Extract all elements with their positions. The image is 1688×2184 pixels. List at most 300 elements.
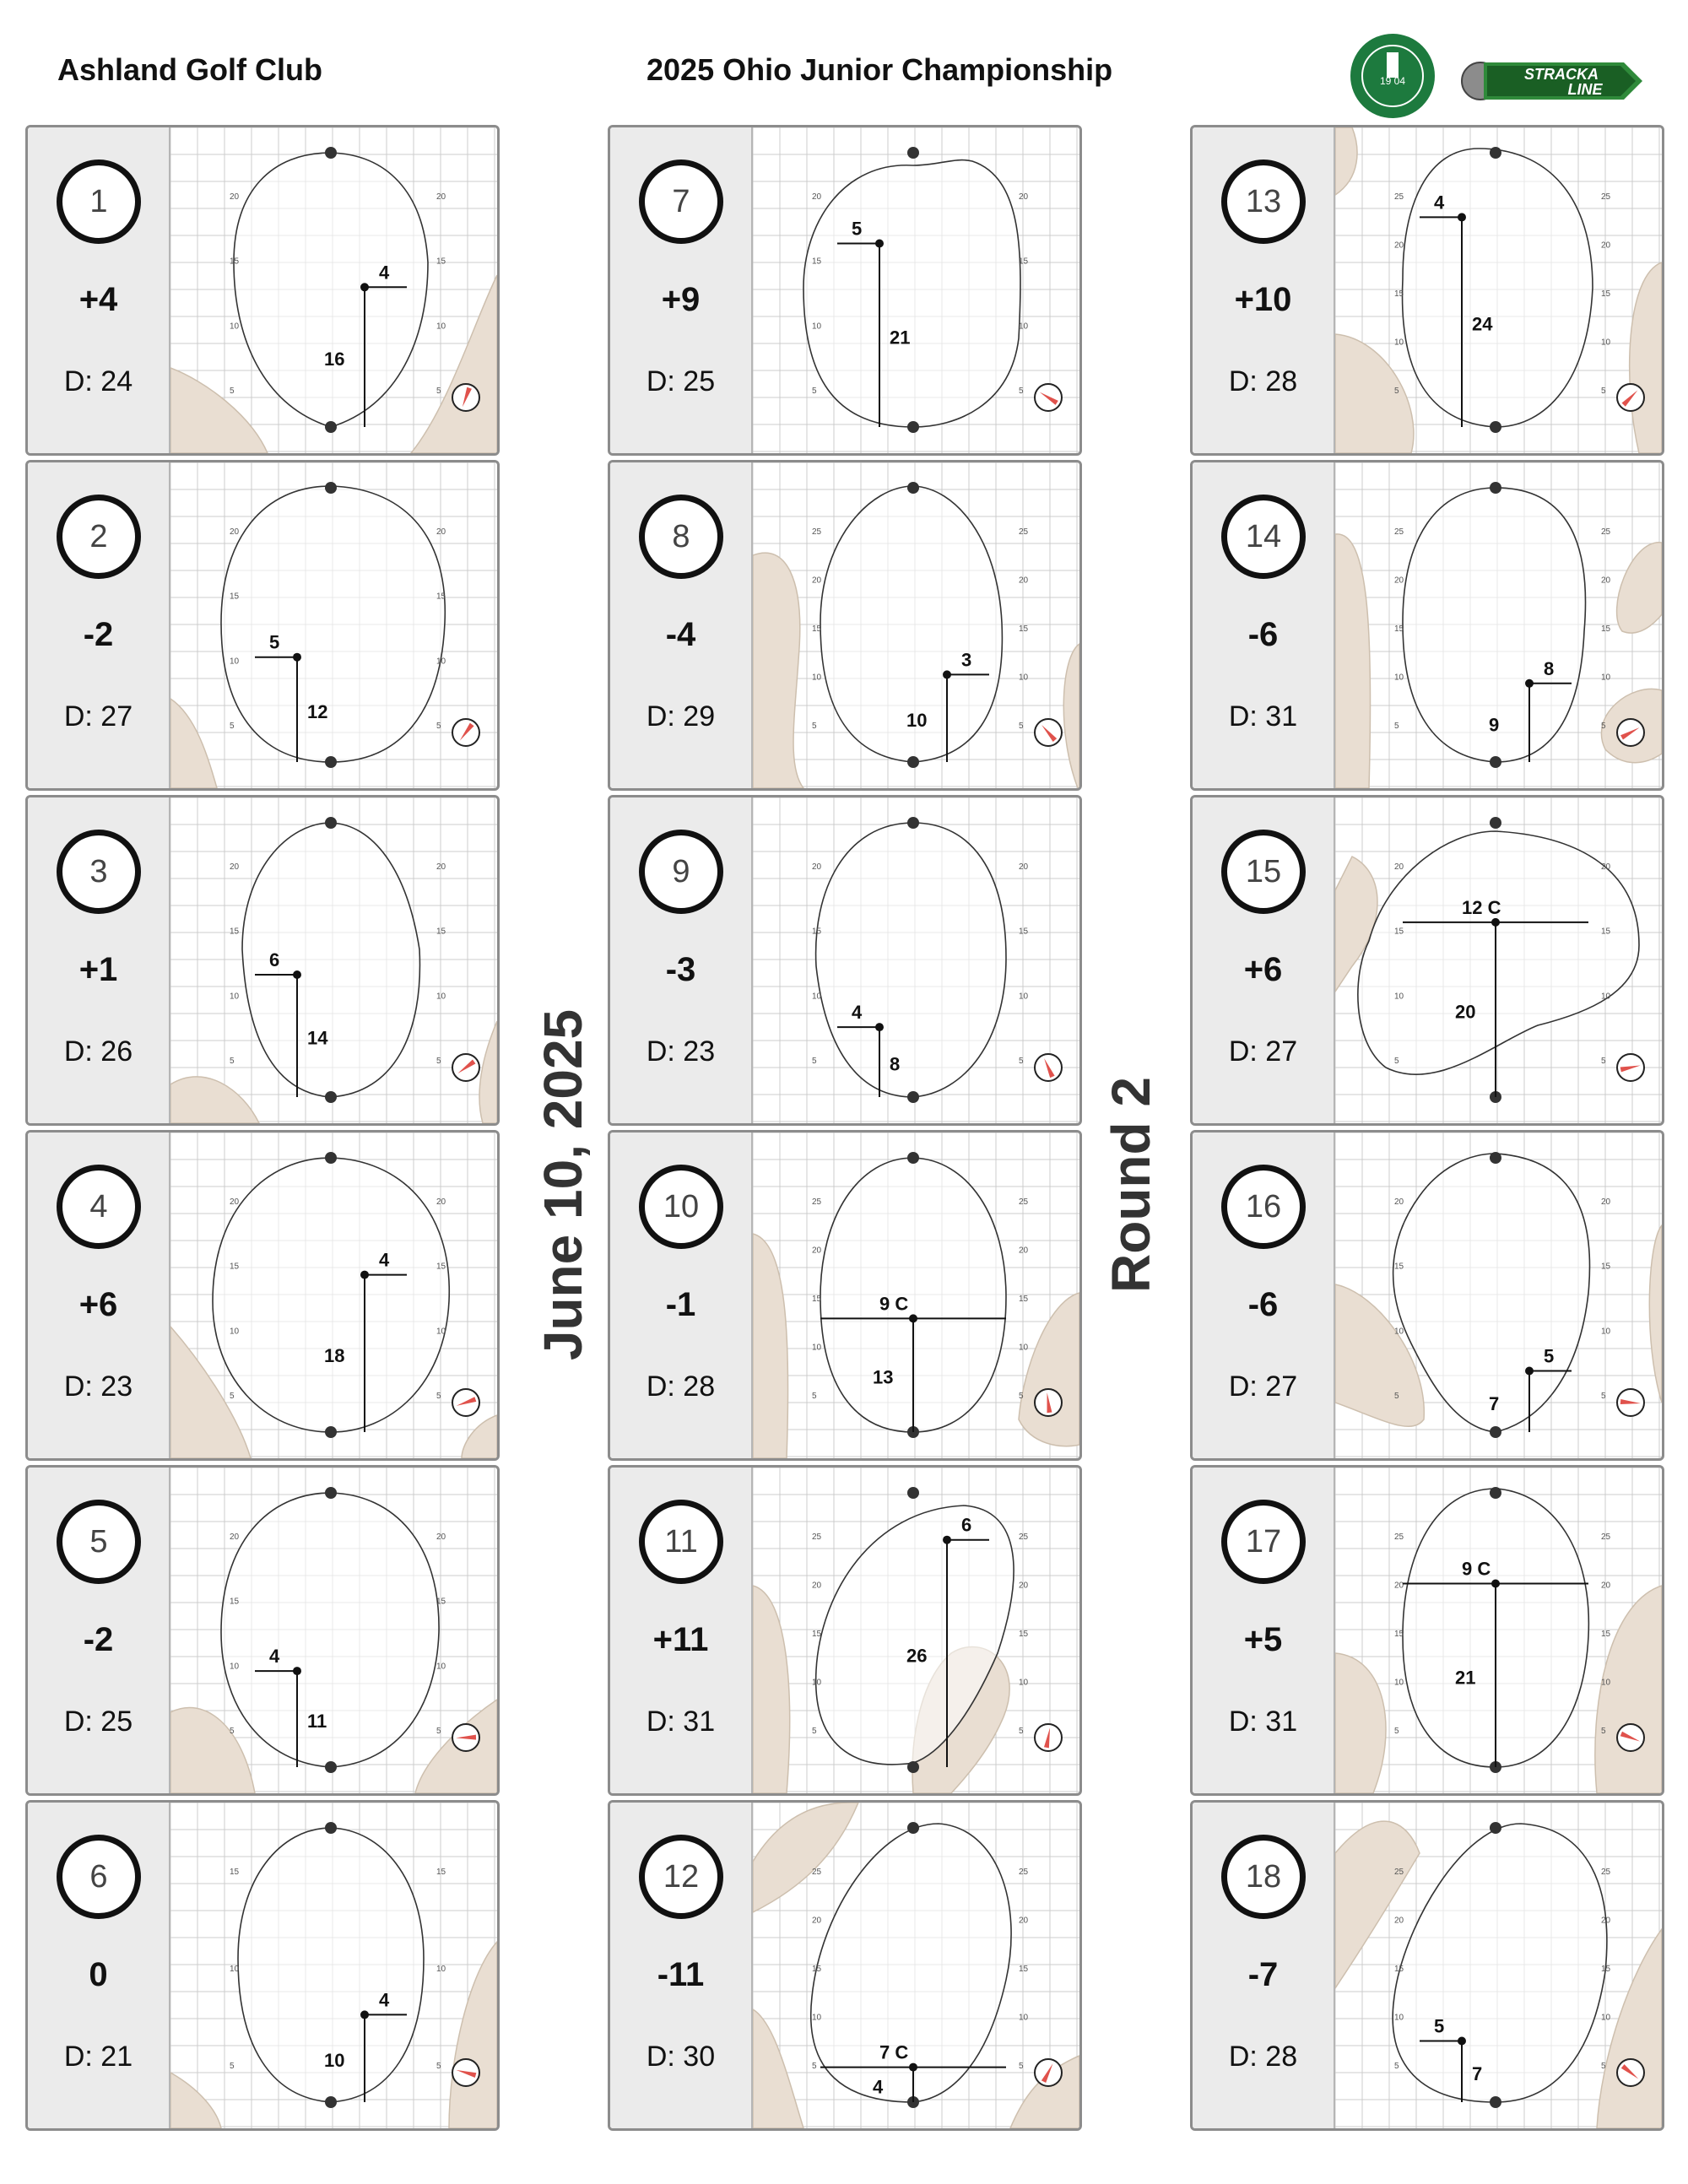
green-front-marker bbox=[907, 1761, 919, 1773]
yardage-tick-label: 20 bbox=[230, 527, 240, 537]
yardage-tick-label: 5 bbox=[436, 2062, 441, 2071]
green-back-marker bbox=[325, 482, 337, 494]
green-back-marker bbox=[1490, 1487, 1501, 1499]
yardage-tick-label: 10 bbox=[812, 673, 822, 683]
yardage-tick-label: 5 bbox=[1601, 722, 1606, 731]
green-front-marker bbox=[325, 1761, 337, 1773]
round-label: Round 2 bbox=[1101, 1077, 1161, 1293]
yardage-tick-label: 10 bbox=[812, 322, 822, 332]
bunker-hazard bbox=[170, 699, 217, 788]
green-map bbox=[753, 1803, 1079, 2128]
green-outline bbox=[1393, 1824, 1607, 2102]
yardage-tick-label: 15 bbox=[1019, 1630, 1029, 1639]
pin-side-distance-label: 4 bbox=[852, 1002, 863, 1024]
yardage-tick-label: 25 bbox=[1019, 1197, 1029, 1207]
yardage-tick-label: 20 bbox=[1394, 862, 1404, 872]
green-front-marker bbox=[1490, 1426, 1501, 1438]
green-front-marker bbox=[907, 1091, 919, 1103]
bunker-hazard bbox=[170, 2073, 221, 2128]
yardage-tick-label: 5 bbox=[1601, 2062, 1606, 2071]
pin-side-distance-label: 4 bbox=[1434, 192, 1445, 214]
green-front-marker bbox=[1490, 756, 1501, 768]
yardage-tick-label: 15 bbox=[812, 1965, 822, 1974]
hole-info-panel bbox=[1193, 462, 1335, 788]
hole-info-panel bbox=[1193, 1803, 1335, 2128]
pin-position-value: +10 bbox=[1234, 281, 1292, 318]
hole-info-panel bbox=[610, 1803, 753, 2128]
pin-location-marker bbox=[360, 283, 369, 291]
pin-side-distance-label: 9 C bbox=[1462, 1558, 1491, 1580]
yardage-tick-label: 5 bbox=[1019, 2062, 1024, 2071]
green-outline bbox=[816, 823, 1006, 1097]
green-back-marker bbox=[1490, 147, 1501, 159]
bunker-hazard bbox=[753, 1586, 790, 1793]
bunker-hazard bbox=[1617, 543, 1662, 633]
yardage-tick-label: 5 bbox=[230, 1057, 235, 1066]
yardage-tick-label: 15 bbox=[1601, 1262, 1611, 1272]
date-label: June 10, 2025 bbox=[533, 1008, 593, 1361]
yardage-tick-label: 10 bbox=[1019, 322, 1029, 332]
svg-text:STRACKA: STRACKA bbox=[1524, 66, 1599, 83]
yardage-tick-label: 5 bbox=[812, 1392, 817, 1401]
yardage-tick-label: 20 bbox=[1601, 576, 1611, 586]
yardage-tick-label: 5 bbox=[1019, 387, 1024, 396]
yardage-tick-label: 20 bbox=[1601, 1197, 1611, 1207]
pin-side-distance-label: 5 bbox=[1434, 2015, 1445, 2037]
compass-icon bbox=[1617, 1054, 1644, 1081]
yardage-tick-label: 15 bbox=[1394, 624, 1404, 634]
yardage-tick-label: 25 bbox=[1394, 192, 1404, 202]
green-map bbox=[753, 462, 1079, 788]
hole-info-panel bbox=[28, 462, 170, 788]
green-front-marker bbox=[1490, 2096, 1501, 2108]
yardage-tick-label: 10 bbox=[1394, 992, 1404, 1002]
hole-card-10 bbox=[608, 1130, 1082, 1461]
yardage-tick-label: 25 bbox=[812, 1868, 822, 1877]
green-depth-value: D: 29 bbox=[646, 700, 716, 733]
bunker-hazard bbox=[1335, 534, 1371, 788]
yardage-tick-label: 20 bbox=[812, 1581, 822, 1591]
green-outline bbox=[803, 160, 1020, 427]
yardage-tick-label: 20 bbox=[230, 192, 240, 202]
pin-depth-distance-label: 10 bbox=[324, 2050, 345, 2072]
green-outline bbox=[221, 486, 445, 762]
yardage-tick-label: 20 bbox=[1601, 1916, 1611, 1926]
yardage-tick-label: 5 bbox=[436, 387, 441, 396]
yardage-tick-label: 20 bbox=[1394, 1916, 1404, 1926]
bunker-hazard bbox=[170, 368, 268, 453]
yardage-tick-label: 15 bbox=[812, 1295, 822, 1304]
green-depth-value: D: 28 bbox=[1228, 365, 1298, 397]
green-map bbox=[170, 1468, 497, 1793]
yardage-tick-label: 5 bbox=[812, 2062, 817, 2071]
hole-card-7 bbox=[608, 125, 1082, 456]
yardage-tick-label: 10 bbox=[436, 322, 446, 332]
green-depth-value: D: 27 bbox=[63, 700, 133, 733]
hole-card-12 bbox=[608, 1800, 1082, 2131]
yardage-tick-label: 15 bbox=[230, 257, 240, 267]
pin-position-value: -6 bbox=[1247, 616, 1279, 653]
pin-position-value: -11 bbox=[657, 1956, 705, 1993]
yardage-tick-label: 5 bbox=[812, 1727, 817, 1736]
green-depth-value: D: 21 bbox=[63, 2041, 133, 2073]
bunker-hazard bbox=[449, 1942, 497, 2128]
green-map bbox=[1335, 1803, 1662, 2128]
yardage-tick-label: 25 bbox=[1394, 527, 1404, 537]
bunker-hazard bbox=[170, 1707, 255, 1793]
yardage-tick-label: 25 bbox=[1019, 1533, 1029, 1542]
compass-icon bbox=[452, 1054, 479, 1081]
yardage-tick-label: 15 bbox=[1601, 927, 1611, 937]
green-front-marker bbox=[325, 1426, 337, 1438]
yardage-tick-label: 25 bbox=[1394, 1533, 1404, 1542]
hole-card-13 bbox=[1190, 125, 1664, 456]
hole-info-panel bbox=[1193, 1468, 1335, 1793]
yardage-tick-label: 5 bbox=[1019, 1057, 1024, 1066]
pin-side-distance-label: 6 bbox=[961, 1514, 972, 1536]
pin-side-distance-label: 4 bbox=[379, 1989, 390, 2011]
hole-card-3 bbox=[25, 795, 500, 1126]
green-map bbox=[753, 127, 1079, 453]
yardage-tick-label: 20 bbox=[436, 862, 446, 872]
hole-info-panel bbox=[28, 1803, 170, 2128]
yardage-tick-label: 10 bbox=[230, 1327, 240, 1337]
hole-number-badge: 4 bbox=[57, 1165, 141, 1249]
pin-location-marker bbox=[293, 653, 301, 662]
yardage-tick-label: 20 bbox=[230, 1533, 240, 1542]
hole-card-9 bbox=[608, 795, 1082, 1126]
yardage-tick-label: 10 bbox=[1601, 673, 1611, 683]
pin-side-distance-label: 7 C bbox=[879, 2041, 909, 2063]
yardage-tick-label: 15 bbox=[436, 1868, 446, 1877]
green-outline bbox=[221, 1493, 439, 1767]
hole-card-11 bbox=[608, 1465, 1082, 1796]
hole-card-6 bbox=[25, 1800, 500, 2131]
yardage-tick-label: 20 bbox=[1019, 192, 1029, 202]
hole-card-2 bbox=[25, 460, 500, 791]
hole-card-14 bbox=[1190, 460, 1664, 791]
yardage-tick-label: 10 bbox=[1394, 2013, 1404, 2023]
green-back-marker bbox=[907, 1822, 919, 1834]
yardage-tick-label: 20 bbox=[436, 192, 446, 202]
yardage-tick-label: 5 bbox=[1394, 722, 1399, 731]
green-back-marker bbox=[325, 1822, 337, 1834]
compass-icon bbox=[1035, 1724, 1062, 1751]
pin-position-value: -4 bbox=[665, 616, 696, 653]
yardage-tick-label: 10 bbox=[1601, 992, 1611, 1002]
yardage-tick-label: 5 bbox=[230, 387, 235, 396]
yardage-tick-label: 5 bbox=[230, 2062, 235, 2071]
yardage-tick-label: 5 bbox=[230, 722, 235, 731]
compass-icon bbox=[1617, 2059, 1644, 2086]
yardage-tick-label: 5 bbox=[230, 1392, 235, 1401]
green-front-marker bbox=[325, 1091, 337, 1103]
compass-icon bbox=[452, 1724, 479, 1751]
yardage-tick-label: 15 bbox=[812, 624, 822, 634]
green-depth-value: D: 30 bbox=[646, 2041, 716, 2073]
hole-info-panel bbox=[1193, 1133, 1335, 1458]
yardage-tick-label: 20 bbox=[1019, 1581, 1029, 1591]
yardage-tick-label: 15 bbox=[812, 927, 822, 937]
green-front-marker bbox=[325, 2096, 337, 2108]
pin-location-marker bbox=[1491, 918, 1500, 927]
green-back-marker bbox=[907, 482, 919, 494]
yardage-tick-label: 20 bbox=[1394, 576, 1404, 586]
green-depth-value: D: 28 bbox=[646, 1370, 716, 1403]
hole-info-panel bbox=[1193, 797, 1335, 1123]
pin-location-marker bbox=[909, 2063, 917, 2072]
green-depth-value: D: 24 bbox=[63, 365, 133, 397]
pin-side-distance-label: 5 bbox=[1544, 1345, 1555, 1367]
green-back-marker bbox=[907, 147, 919, 159]
pin-position-value: +6 bbox=[78, 1286, 118, 1323]
yardage-tick-label: 5 bbox=[1394, 1057, 1399, 1066]
pin-depth-distance-label: 11 bbox=[307, 1711, 327, 1733]
green-outline bbox=[1393, 1154, 1590, 1432]
green-map bbox=[753, 1468, 1079, 1793]
yardage-tick-label: 5 bbox=[436, 1057, 441, 1066]
green-depth-value: D: 31 bbox=[1228, 700, 1298, 733]
pin-position-value: +6 bbox=[1243, 951, 1283, 988]
green-map bbox=[170, 462, 497, 788]
yardage-tick-label: 10 bbox=[1019, 1678, 1029, 1688]
hole-info-panel bbox=[28, 1133, 170, 1458]
compass-icon bbox=[1617, 384, 1644, 411]
hole-number-badge: 9 bbox=[639, 830, 723, 914]
yardage-tick-label: 25 bbox=[1394, 1868, 1404, 1877]
event-title: 2025 Ohio Junior Championship bbox=[647, 52, 1113, 87]
pin-position-value: -2 bbox=[83, 616, 114, 653]
hole-number-badge: 18 bbox=[1221, 1835, 1306, 1919]
pin-depth-distance-label: 21 bbox=[890, 327, 911, 349]
yardage-tick-label: 5 bbox=[1394, 1392, 1399, 1401]
yardage-tick-label: 5 bbox=[812, 387, 817, 396]
yardage-tick-label: 15 bbox=[230, 592, 240, 602]
yardage-tick-label: 10 bbox=[812, 1678, 822, 1688]
hole-number-badge: 10 bbox=[639, 1165, 723, 1249]
yardage-tick-label: 15 bbox=[1601, 1630, 1611, 1639]
hole-card-5 bbox=[25, 1465, 500, 1796]
green-front-marker bbox=[907, 421, 919, 433]
yardage-tick-label: 20 bbox=[436, 1533, 446, 1542]
yardage-tick-label: 20 bbox=[1394, 1581, 1404, 1591]
bunker-hazard bbox=[753, 2009, 803, 2128]
hole-card-1 bbox=[25, 125, 500, 456]
yardage-tick-label: 10 bbox=[436, 1327, 446, 1337]
pin-location-marker bbox=[1525, 679, 1534, 688]
pin-position-value: -2 bbox=[83, 1621, 114, 1658]
yardage-tick-label: 5 bbox=[812, 1057, 817, 1066]
bunker-hazard bbox=[1063, 644, 1079, 788]
pin-side-distance-label: 4 bbox=[379, 1249, 390, 1271]
compass-icon bbox=[1617, 719, 1644, 746]
green-map bbox=[753, 797, 1079, 1123]
yardage-tick-label: 15 bbox=[436, 927, 446, 937]
pin-side-distance-label: 5 bbox=[852, 218, 863, 240]
yardage-tick-label: 15 bbox=[1019, 1965, 1029, 1974]
green-back-marker bbox=[1490, 817, 1501, 829]
yardage-tick-label: 10 bbox=[436, 1965, 446, 1974]
yardage-tick-label: 10 bbox=[230, 322, 240, 332]
pin-location-marker bbox=[360, 2010, 369, 2019]
yardage-tick-label: 5 bbox=[436, 1392, 441, 1401]
pin-location-marker bbox=[909, 1314, 917, 1322]
yardage-tick-label: 5 bbox=[1019, 722, 1024, 731]
yardage-tick-label: 20 bbox=[812, 1246, 822, 1256]
compass-icon bbox=[1617, 1389, 1644, 1416]
pin-position-value: +4 bbox=[78, 281, 118, 318]
yardage-tick-label: 25 bbox=[812, 527, 822, 537]
green-map bbox=[170, 127, 497, 453]
svg-text:LINE: LINE bbox=[1567, 81, 1603, 98]
pin-side-distance-label: 5 bbox=[269, 631, 280, 653]
pin-side-distance-label: 9 C bbox=[879, 1293, 909, 1315]
yardage-tick-label: 25 bbox=[812, 1533, 822, 1542]
yardage-tick-label: 20 bbox=[230, 862, 240, 872]
hole-number-badge: 14 bbox=[1221, 495, 1306, 579]
pin-side-distance-label: 4 bbox=[379, 262, 390, 284]
compass-icon bbox=[452, 2059, 479, 2086]
yardage-tick-label: 10 bbox=[1394, 338, 1404, 348]
yardage-tick-label: 10 bbox=[436, 1662, 446, 1672]
pin-location-marker bbox=[875, 1023, 884, 1031]
yardage-tick-label: 10 bbox=[1019, 1343, 1029, 1353]
hole-number-badge: 17 bbox=[1221, 1500, 1306, 1584]
yardage-tick-label: 15 bbox=[230, 1868, 240, 1877]
compass-icon bbox=[452, 384, 479, 411]
yardage-tick-label: 5 bbox=[230, 1727, 235, 1736]
club-name: Ashland Golf Club bbox=[57, 52, 322, 87]
yardage-tick-label: 15 bbox=[1394, 927, 1404, 937]
pin-depth-distance-label: 21 bbox=[1455, 1667, 1476, 1689]
yardage-tick-label: 10 bbox=[230, 1662, 240, 1672]
yardage-tick-label: 5 bbox=[1394, 387, 1399, 396]
yardage-tick-label: 25 bbox=[1601, 192, 1611, 202]
yardage-tick-label: 10 bbox=[1394, 673, 1404, 683]
yardage-tick-label: 5 bbox=[1394, 2062, 1399, 2071]
bunker-hazard bbox=[1019, 1293, 1079, 1446]
pin-position-value: -6 bbox=[1247, 1286, 1279, 1323]
pin-location-marker bbox=[943, 1536, 951, 1544]
bunker-hazard bbox=[753, 1803, 858, 1912]
yardage-tick-label: 5 bbox=[436, 1727, 441, 1736]
yardage-tick-label: 15 bbox=[436, 592, 446, 602]
pin-location-marker bbox=[1458, 2037, 1466, 2046]
pin-depth-distance-label: 7 bbox=[1472, 2062, 1483, 2084]
yardage-tick-label: 15 bbox=[1019, 927, 1029, 937]
green-front-marker bbox=[325, 421, 337, 433]
green-front-marker bbox=[907, 756, 919, 768]
yardage-tick-label: 10 bbox=[230, 1965, 240, 1974]
green-depth-value: D: 31 bbox=[1228, 1706, 1298, 1738]
yardage-tick-label: 15 bbox=[1394, 1262, 1404, 1272]
pin-position-value: +1 bbox=[78, 951, 118, 988]
green-depth-value: D: 27 bbox=[1228, 1035, 1298, 1068]
green-back-marker bbox=[1490, 482, 1501, 494]
yardage-tick-label: 15 bbox=[230, 1597, 240, 1607]
hole-number-badge: 12 bbox=[639, 1835, 723, 1919]
yardage-tick-label: 20 bbox=[812, 576, 822, 586]
yardage-tick-label: 20 bbox=[1019, 862, 1029, 872]
yardage-tick-label: 20 bbox=[812, 1916, 822, 1926]
green-back-marker bbox=[907, 1152, 919, 1164]
hole-card-17 bbox=[1190, 1465, 1664, 1796]
green-front-marker bbox=[1490, 421, 1501, 433]
hole-info-panel bbox=[28, 797, 170, 1123]
yardage-tick-label: 15 bbox=[812, 1630, 822, 1639]
green-back-marker bbox=[1490, 1152, 1501, 1164]
yardage-tick-label: 20 bbox=[1019, 1916, 1029, 1926]
yardage-tick-label: 5 bbox=[1601, 387, 1606, 396]
yardage-tick-label: 10 bbox=[1601, 338, 1611, 348]
yardage-tick-label: 10 bbox=[812, 992, 822, 1002]
hole-card-4 bbox=[25, 1130, 500, 1461]
pin-position-value: -7 bbox=[1247, 1956, 1279, 1993]
pin-position-value: -3 bbox=[665, 951, 696, 988]
green-map bbox=[170, 1803, 497, 2128]
yardage-tick-label: 20 bbox=[436, 1197, 446, 1207]
hole-number-badge: 5 bbox=[57, 1500, 141, 1584]
compass-icon bbox=[1035, 384, 1062, 411]
hole-info-panel bbox=[610, 797, 753, 1123]
pin-depth-distance-label: 24 bbox=[1472, 313, 1493, 335]
pin-position-value: +11 bbox=[652, 1621, 709, 1658]
yardage-tick-label: 5 bbox=[812, 722, 817, 731]
green-back-marker bbox=[907, 817, 919, 829]
yardage-tick-label: 15 bbox=[1394, 289, 1404, 299]
pin-depth-distance-label: 9 bbox=[1489, 714, 1500, 736]
yardage-tick-label: 20 bbox=[230, 1197, 240, 1207]
pin-position-value: -1 bbox=[665, 1286, 696, 1323]
pin-location-marker bbox=[1525, 1367, 1534, 1376]
hole-info-panel bbox=[610, 127, 753, 453]
yardage-tick-label: 10 bbox=[1019, 2013, 1029, 2023]
hole-number-badge: 7 bbox=[639, 159, 723, 244]
yardage-tick-label: 15 bbox=[1019, 257, 1029, 267]
yardage-tick-label: 10 bbox=[230, 657, 240, 667]
yardage-tick-label: 10 bbox=[436, 992, 446, 1002]
bunker-hazard bbox=[479, 1021, 497, 1123]
hole-info-panel bbox=[610, 1133, 753, 1458]
yardage-tick-label: 10 bbox=[1601, 1678, 1611, 1688]
green-outline bbox=[213, 1158, 449, 1432]
yardage-tick-label: 20 bbox=[1019, 576, 1029, 586]
hole-number-badge: 3 bbox=[57, 830, 141, 914]
pin-side-distance-label: 12 C bbox=[1462, 896, 1501, 918]
yardage-tick-label: 25 bbox=[812, 1197, 822, 1207]
pin-side-distance-label: 8 bbox=[1544, 657, 1555, 679]
green-back-marker bbox=[1490, 1822, 1501, 1834]
yardage-tick-label: 20 bbox=[1019, 1246, 1029, 1256]
hole-number-badge: 11 bbox=[639, 1500, 723, 1584]
hole-info-panel bbox=[610, 1468, 753, 1793]
green-back-marker bbox=[907, 1487, 919, 1499]
compass-icon bbox=[452, 719, 479, 746]
hole-number-badge: 1 bbox=[57, 159, 141, 244]
yardage-tick-label: 15 bbox=[1601, 289, 1611, 299]
yardage-tick-label: 10 bbox=[230, 992, 240, 1002]
yardage-tick-label: 20 bbox=[1394, 1197, 1404, 1207]
hole-card-15 bbox=[1190, 795, 1664, 1126]
pin-depth-distance-label: 26 bbox=[906, 1645, 928, 1667]
yardage-tick-label: 25 bbox=[1601, 1868, 1611, 1877]
yardage-tick-label: 15 bbox=[1601, 624, 1611, 634]
green-map bbox=[1335, 1468, 1662, 1793]
yardage-tick-label: 15 bbox=[436, 1597, 446, 1607]
green-back-marker bbox=[325, 817, 337, 829]
yardage-tick-label: 5 bbox=[1601, 1392, 1606, 1401]
green-back-marker bbox=[325, 1487, 337, 1499]
